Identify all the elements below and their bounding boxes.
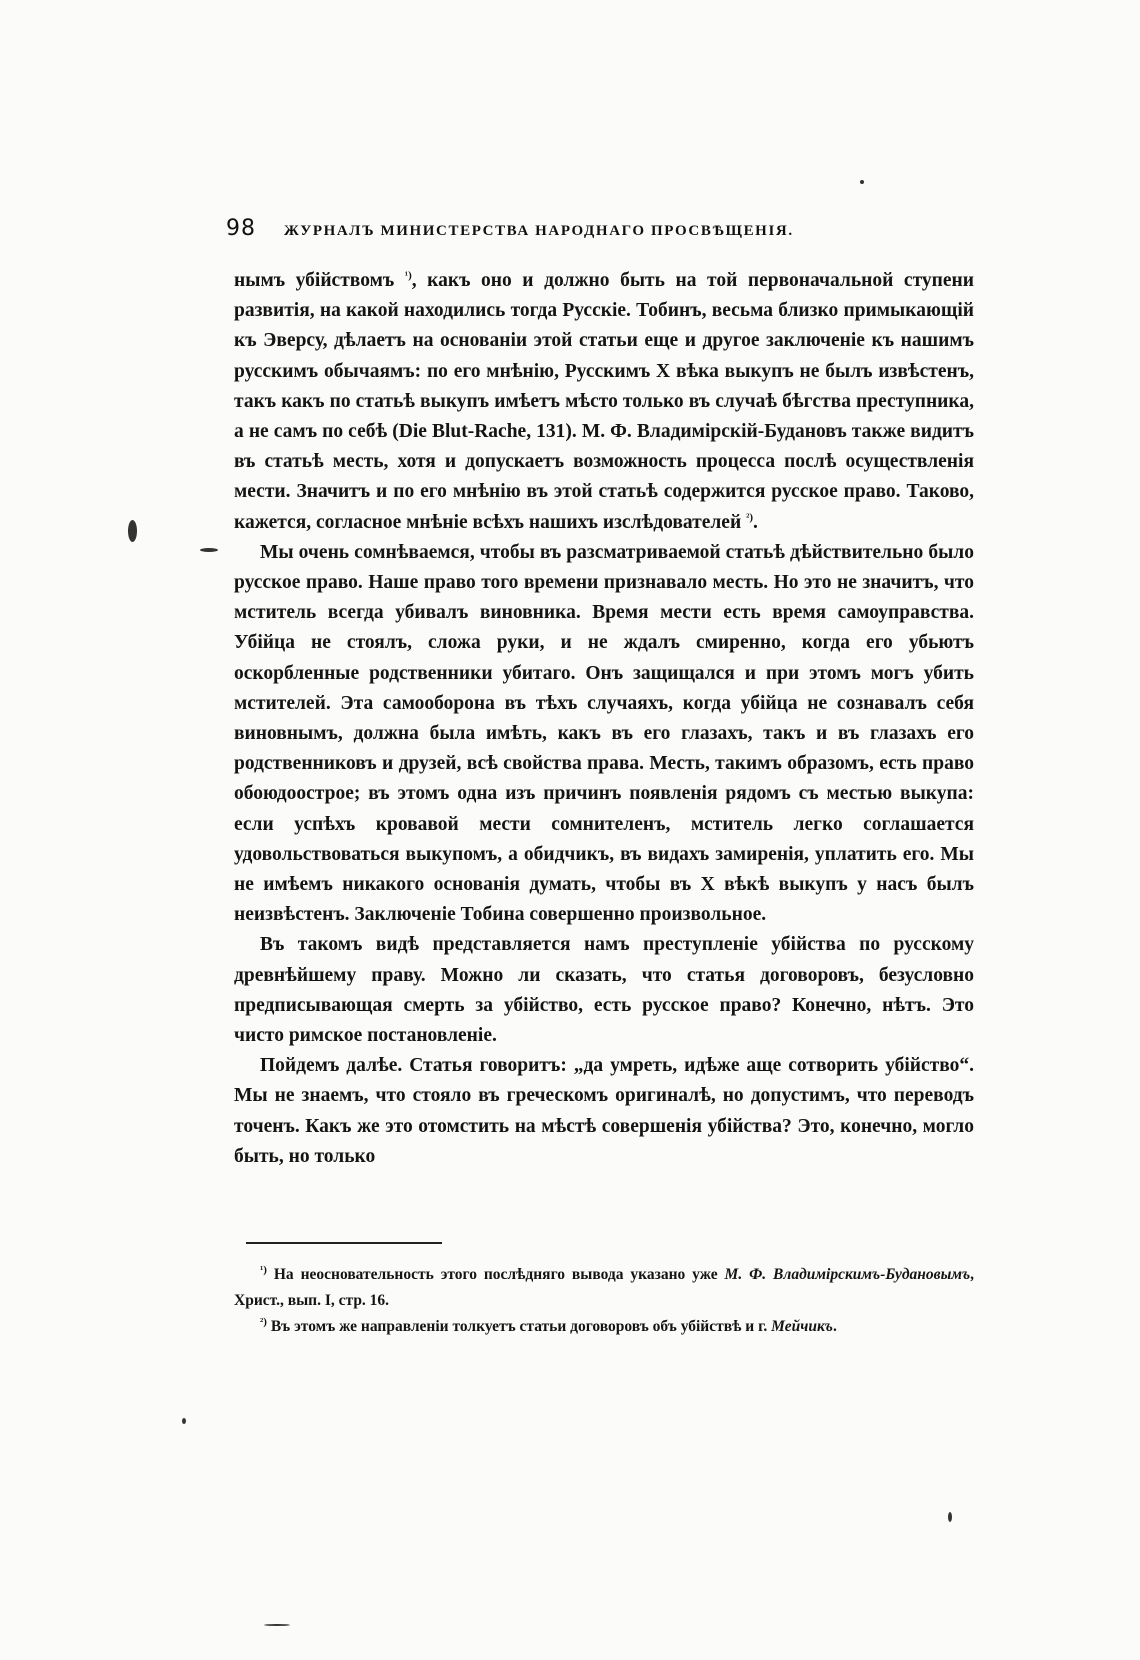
body-text <box>234 266 974 1172</box>
footnote <box>234 1314 974 1340</box>
paragraph: Въ такомъ видѣ представляется намъ преступленіе убійства по русскому древнѣйшему праву. Можно ли сказать, что статья договоровъ, безусловно предписывающая смерть за убійство, есть русское право? Конечно, нѣтъ. Это чисто римское постановленіе. <box>234 934 974 1047</box>
footnote-text: На неосновательность этого послѣдняго вывода указано уже <box>266 1266 725 1283</box>
footnote-text: , Христ., вып. I, стр. 16. <box>234 1266 974 1309</box>
footnote-divider <box>246 1242 442 1244</box>
footnote-reference: ²) <box>746 511 754 524</box>
scan-speck <box>128 520 137 542</box>
footnote-text: . <box>832 1318 837 1335</box>
footnote-mark: ²) <box>260 1315 267 1328</box>
paragraph-text: , какъ оно и должно быть на той первоначальной ступени развитія, на какой находились тогда Русскіе. Тобинъ, весьма близко примыкающій къ Эверсу, дѣлаетъ на основаніи этой статьи еще и другое заключеніе къ нашимъ русскимъ обычаямъ: по его мнѣнію, Русскимъ X вѣка выкупъ не былъ извѣстенъ, такъ какъ по статьѣ выкупъ имѣетъ мѣсто только въ случаѣ бѣгства преступника, а не самъ по себѣ (Die Blut-Rache, 131). М. Ф. Владимірскій-Будановъ также видитъ въ статьѣ месть, хотя и допускаетъ возможность процесса послѣ осуществленія мести. Значитъ и по его мнѣнію въ этой статьѣ содержится русское право. Таково, кажется, согласное мнѣніе всѣхъ нашихъ изслѣдователей <box>234 270 974 533</box>
footnote-mark: ¹) <box>260 1263 267 1276</box>
footnote-author: Мейчикъ <box>771 1318 833 1335</box>
paragraph-text: нымъ убійствомъ <box>234 270 405 291</box>
scan-speck <box>182 1418 186 1424</box>
scan-speck <box>948 1512 952 1522</box>
footnote-text: Въ этомъ же направленіи толкуетъ статьи договоровъ объ убійствѣ и г. <box>266 1318 772 1335</box>
footnote-reference: ¹) <box>404 269 412 282</box>
running-head: ЖУРНАЛЪ МИНИСТЕРСТВА НАРОДНАГО ПРОСВѢЩЕНІЯ. <box>284 223 794 239</box>
page-header <box>226 216 876 241</box>
paragraph <box>234 266 974 538</box>
page-number: 98 <box>226 216 256 241</box>
footnote <box>234 1262 974 1314</box>
footnote-author: М. Ф. Владимірскимъ-Будановымъ <box>724 1266 971 1283</box>
paragraph: Мы очень сомнѣваемся, чтобы въ разсматриваемой статьѣ дѣйствительно было русское право. Наше право того времени признавало месть. Но это не значитъ, что мститель всегда убивалъ виновника. Время мести есть время самоуправства. Убійца не стоялъ, сложа руки, и не ждалъ смиренно, когда его убьютъ оскорбленные родственники убитаго. Онъ защищался и при этомъ могъ убить мстителей. Эта самооборона въ тѣхъ случаяхъ, когда убійца не сознавалъ себя виновнымъ, должна была имѣть, какъ въ его глазахъ, такъ и въ глазахъ его родственниковъ и друзей, всѣ свойства права. Месть, такимъ образомъ, есть право обоюдоострое; въ этомъ одна изъ причинъ появленія рядомъ съ местью выкупа: если успѣхъ кровавой мести сомнителенъ, мститель легко соглашается удовольствоваться выкупомъ, а обидчикъ, въ видахъ замиренія, уплатить его. Мы не имѣемъ никакого основанія думать, чтобы въ X вѣкѣ выкупъ у насъ былъ неизвѣстенъ. Заключеніе Тобина совершенно произвольное. <box>234 541 974 926</box>
paragraph-text: . <box>753 511 758 533</box>
scan-speck <box>860 180 864 184</box>
paragraph: Пойдемъ далѣе. Статья говоритъ: „да умреть, идѣже аще сотворить убійство“. Мы не знаемъ, что стояло въ греческомъ оригиналѣ, но допустимъ, что переводъ точенъ. Какъ же это отомстить на мѣстѣ совершенія убійства? Это, конечно, могло быть, но только <box>234 1055 974 1167</box>
scan-speck <box>264 1624 290 1626</box>
footnotes <box>234 1262 974 1340</box>
scan-speck <box>200 548 218 552</box>
